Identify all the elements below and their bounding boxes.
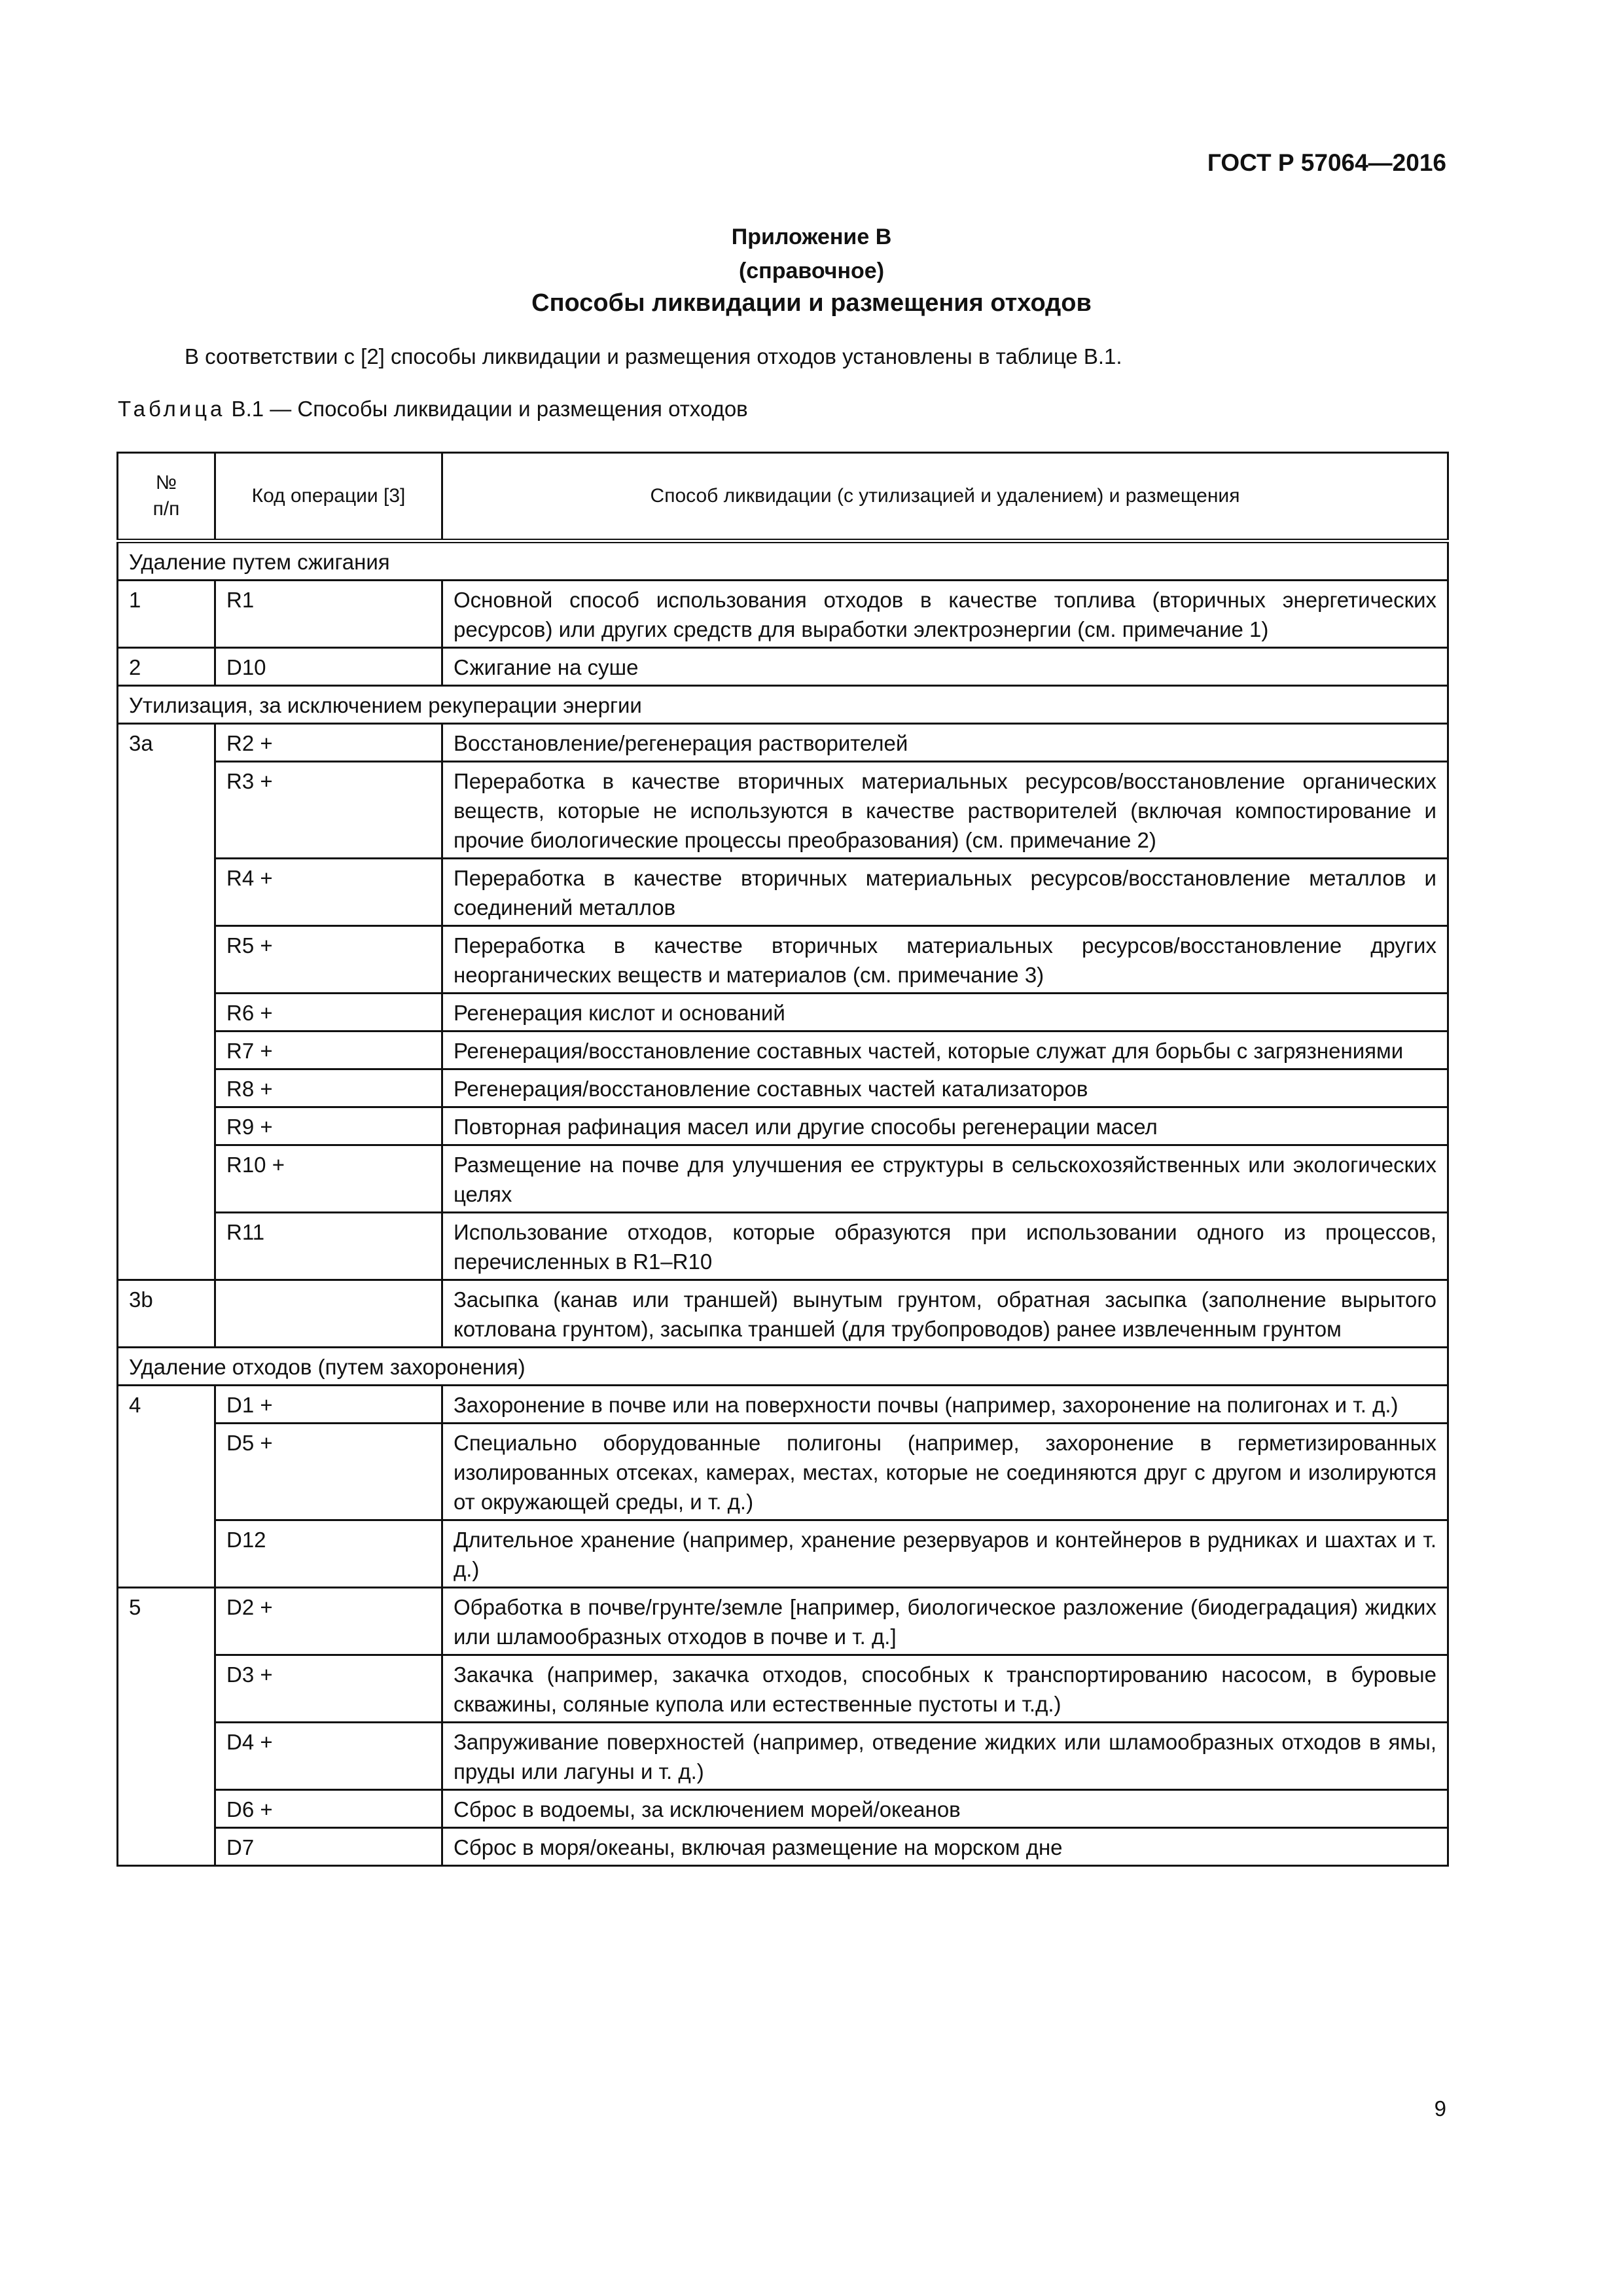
appendix-title: Способы ликвидации и размещения отходов <box>531 289 1092 317</box>
operation-code: D7 <box>215 1828 442 1866</box>
operation-code: R10 + <box>215 1145 442 1213</box>
table-row <box>118 926 1448 994</box>
operation-code: R4 + <box>215 859 442 926</box>
table-row <box>118 1723 1448 1790</box>
method-description: Повторная рафинация масел или другие способы регенерации масел <box>442 1107 1448 1145</box>
table-body <box>118 541 1448 1866</box>
methods-table <box>116 452 1449 1867</box>
table-caption-text: В.1 — Способы ликвидации и размещения отходов <box>225 397 748 421</box>
operation-code: D1 + <box>215 1386 442 1424</box>
row-number: 1 <box>118 581 215 648</box>
operation-code: R3 + <box>215 762 442 859</box>
operation-code: R1 <box>215 581 442 648</box>
table-caption <box>118 397 748 422</box>
method-description: Обработка в почве/грунте/земле [например, биологическое разложение (биодеградация) жидких или шламообразных отходов в почве и т. д.] <box>442 1588 1448 1655</box>
method-description: Переработка в качестве вторичных материальных ресурсов/восстановление органических веществ, которые не используются в качестве растворителей (включая компостирование и прочие биологические процессы преобразования) (см. примечание 2) <box>442 762 1448 859</box>
operation-code: D12 <box>215 1520 442 1588</box>
table-row <box>118 1655 1448 1723</box>
operation-code: R9 + <box>215 1107 442 1145</box>
operation-code: R5 + <box>215 926 442 994</box>
method-description: Закачка (например, закачка отходов, способных к транспортированию насосом, в буровые скважины, соляные купола или естественные пустоты и т.д.) <box>442 1655 1448 1723</box>
method-description: Переработка в качестве вторичных материальных ресурсов/восстановление металлов и соединений металлов <box>442 859 1448 926</box>
header-number-symbol: № <box>155 472 177 493</box>
section-title: Удаление отходов (путем захоронения) <box>118 1348 1448 1386</box>
table-row <box>118 1424 1448 1520</box>
operation-code <box>215 1280 442 1348</box>
operation-code: D6 + <box>215 1790 442 1828</box>
header-number-abbr: п/п <box>152 498 180 520</box>
operation-code: R8 + <box>215 1069 442 1107</box>
table-row <box>118 1520 1448 1588</box>
row-number: 5 <box>118 1588 215 1866</box>
method-description: Регенерация/восстановление составных частей катализаторов <box>442 1069 1448 1107</box>
table-row <box>118 1280 1448 1348</box>
table-row <box>118 1107 1448 1145</box>
method-description: Захоронение в почве или на поверхности почвы (например, захоронение на полигонах и т. д.) <box>442 1386 1448 1424</box>
table-row <box>118 1031 1448 1069</box>
method-description: Запруживание поверхностей (например, отведение жидких или шламообразных отходов в ямы, пруды или лагуны и т. д.) <box>442 1723 1448 1790</box>
method-description: Длительное хранение (например, хранение резервуаров и контейнеров в рудниках и шахтах и т. д.) <box>442 1520 1448 1588</box>
page-number: 9 <box>1434 2096 1446 2121</box>
operation-code: D2 + <box>215 1588 442 1655</box>
section-title: Утилизация, за исключением рекуперации энергии <box>118 686 1448 724</box>
section-title: Удаление путем сжигания <box>118 541 1448 581</box>
method-description: Восстановление/регенерация растворителей <box>442 724 1448 762</box>
header-number <box>118 453 215 541</box>
method-description: Использование отходов, которые образуются при использовании одного из процессов, перечисленных в R1–R10 <box>442 1213 1448 1280</box>
table-row <box>118 1386 1448 1424</box>
method-description: Регенерация/восстановление составных частей, которые служат для борьбы с загрязнениями <box>442 1031 1448 1069</box>
row-number: 4 <box>118 1386 215 1588</box>
table-row <box>118 1828 1448 1866</box>
header-method: Способ ликвидации (с утилизацией и удалением) и размещения <box>442 453 1448 541</box>
standard-code: ГОСТ Р 57064—2016 <box>1207 149 1446 176</box>
operation-code: D5 + <box>215 1424 442 1520</box>
method-description: Переработка в качестве вторичных материальных ресурсов/восстановление других неорганических веществ и материалов (см. примечание 3) <box>442 926 1448 994</box>
table-row <box>118 1213 1448 1280</box>
method-description: Размещение на почве для улучшения ее структуры в сельскохозяйственных или экологических целях <box>442 1145 1448 1213</box>
operation-code: D10 <box>215 648 442 686</box>
operation-code: D3 + <box>215 1655 442 1723</box>
method-description: Сброс в моря/океаны, включая размещение на морском дне <box>442 1828 1448 1866</box>
table-row <box>118 648 1448 686</box>
table-row <box>118 1588 1448 1655</box>
table-row <box>118 859 1448 926</box>
header-code: Код операции [3] <box>215 453 442 541</box>
appendix-status: (справочное) <box>738 259 885 283</box>
operation-code: R6 + <box>215 994 442 1031</box>
table-header-row <box>118 453 1448 541</box>
row-number: 3a <box>118 724 215 1280</box>
table-row <box>118 762 1448 859</box>
table-row <box>118 724 1448 762</box>
operation-code: R7 + <box>215 1031 442 1069</box>
appendix-label: Приложение В <box>731 224 892 249</box>
operation-code: R2 + <box>215 724 442 762</box>
section-row <box>118 541 1448 581</box>
table-row <box>118 1145 1448 1213</box>
operation-code: D4 + <box>215 1723 442 1790</box>
table-row <box>118 1790 1448 1828</box>
intro-paragraph: В соответствии с [2] способы ликвидации и размещения отходов установлены в таблице В.1. <box>185 344 1122 368</box>
method-description: Регенерация кислот и оснований <box>442 994 1448 1031</box>
row-number: 2 <box>118 648 215 686</box>
table-row <box>118 1069 1448 1107</box>
section-row <box>118 686 1448 724</box>
row-number: 3b <box>118 1280 215 1348</box>
method-description: Основной способ использования отходов в качестве топлива (вторичных энергетических ресурсов) или других средств для выработки электроэнергии (см. примечание 1) <box>442 581 1448 648</box>
table-row <box>118 581 1448 648</box>
method-description: Сжигание на суше <box>442 648 1448 686</box>
table-caption-prefix: Таблица <box>118 397 226 421</box>
operation-code: R11 <box>215 1213 442 1280</box>
method-description: Сброс в водоемы, за исключением морей/океанов <box>442 1790 1448 1828</box>
method-description: Засыпка (канав или траншей) вынутым грунтом, обратная засыпка (заполнение вырытого котлована грунтом), засыпка траншей (для трубопроводов) ранее извлеченным грунтом <box>442 1280 1448 1348</box>
method-description: Специально оборудованные полигоны (например, захоронение в герметизированных изолированных отсеках, камерах, местах, которые не соединяются друг с другом и изолируются от окружающей среды, и т. д.) <box>442 1424 1448 1520</box>
section-row <box>118 1348 1448 1386</box>
table-row <box>118 994 1448 1031</box>
